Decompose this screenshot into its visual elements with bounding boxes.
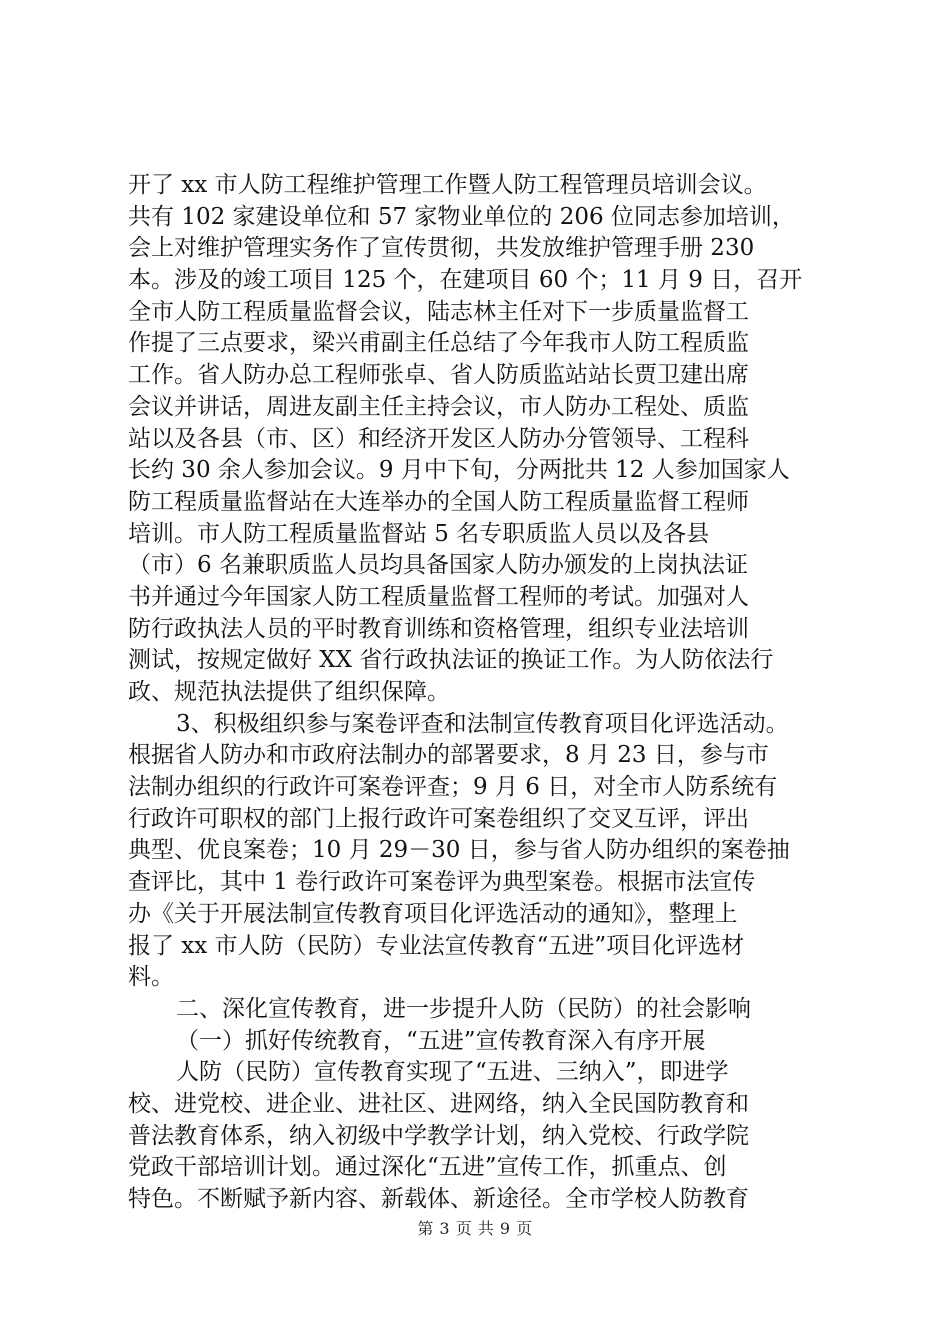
text-line: 料。 (128, 964, 174, 991)
text-line: 政、规范执法提供了组织保障。 (128, 679, 450, 705)
text-line: 作提了三点要求，梁兴甫副主任总结了今年我市人防工程质监 (128, 330, 749, 357)
text-line: 站以及各县（市、区）和经济开发区人防办分管领导、工程科 (128, 425, 749, 452)
text-line: 查评比，其中 1 卷行政许可案卷评为典型案卷。根据市法宣传 (128, 869, 756, 896)
page-number-footer: 第 3 页 共 9 页 (417, 1219, 533, 1238)
text-line: 办《关于开展法制宣传教育项目化评选活动的通知》，整理上 (128, 900, 738, 927)
text-line: 特色。不断赋予新内容、新载体、新途径。全市学校人防教育 (128, 1186, 749, 1212)
text-line: 书并通过今年国家人防工程质量监督工程师的考试。加强对人 (128, 583, 749, 610)
text-line: 根据省人防办和市政府法制办的部署要求，8 月 23 日，参与市 (128, 742, 769, 769)
text-line: 法制办组织的行政许可案卷评查；9 月 6 日，对全市人防系统有 (128, 774, 778, 801)
document-body (128, 170, 838, 1216)
text-line: 测试，按规定做好 XX 省行政执法证的换证工作。为人防依法行 (128, 647, 774, 674)
text-line: 会上对维护管理实务作了宣传贯彻，共发放维护管理手册 230 (128, 235, 755, 262)
text-line: 报了 xx 市人防（民防）专业法宣传教育“五进”项目化评选材 (128, 932, 745, 959)
text-line: 培训。市人防工程质量监督站 5 名专职质监人员以及各县 (128, 520, 710, 547)
text-line: 党政干部培训计划。通过深化“五进”宣传工作，抓重点、创 (128, 1154, 727, 1181)
paragraph-start-line: 人防（民防）宣传教育实现了“五进、三纳入”，即进学 (176, 1059, 729, 1086)
section-heading-line: 二、深化宣传教育，进一步提升人防（民防）的社会影响 (176, 995, 751, 1022)
text-line: 行政许可职权的部门上报行政许可案卷组织了交叉互评，评出 (128, 805, 749, 832)
text-line: 全市人防工程质量监督会议，陆志林主任对下一步质量监督工 (128, 298, 749, 325)
text-line: 开了 xx 市人防工程维护管理工作暨人防工程管理员培训会议。 (128, 172, 767, 198)
text-line: 校、进党校、进企业、进社区、进网络，纳入全民国防教育和 (128, 1090, 749, 1117)
text-line: 防工程质量监督站在大连举办的全国人防工程质量监督工程师 (128, 488, 749, 515)
text-line: 本。涉及的竣工项目 125 个，在建项目 60 个；11 月 9 日，召开 (128, 267, 803, 294)
subsection-heading-line: （一）抓好传统教育，“五进”宣传教育深入有序开展 (176, 1027, 706, 1054)
text-line: 共有 102 家建设单位和 57 家物业单位的 206 位同志参加培训， (128, 203, 795, 230)
text-line: 防行政执法人员的平时教育训练和资格管理，组织专业法培训 (128, 615, 749, 642)
text-line: 典型、优良案卷；10 月 29－30 日，参与省人防办组织的案卷抽 (128, 837, 790, 864)
text-line: 会议并讲话，周进友副主任主持会议，市人防办工程处、质监 (128, 393, 749, 420)
text-line: 普法教育体系，纳入初级中学教学计划，纳入党校、行政学院 (128, 1122, 749, 1149)
text-line: 工作。省人防办总工程师张卓、省人防质监站站长贾卫建出席 (128, 362, 749, 389)
text-line: （市）6 名兼职质监人员均具备国家人防办颁发的上岗执法证 (128, 552, 748, 579)
text-line: 长约 30 余人参加会议。9 月中下旬，分两批共 12 人参加国家人 (128, 457, 790, 484)
section-heading-line: 3、积极组织参与案卷评查和法制宣传教育项目化评选活动。 (176, 710, 789, 737)
